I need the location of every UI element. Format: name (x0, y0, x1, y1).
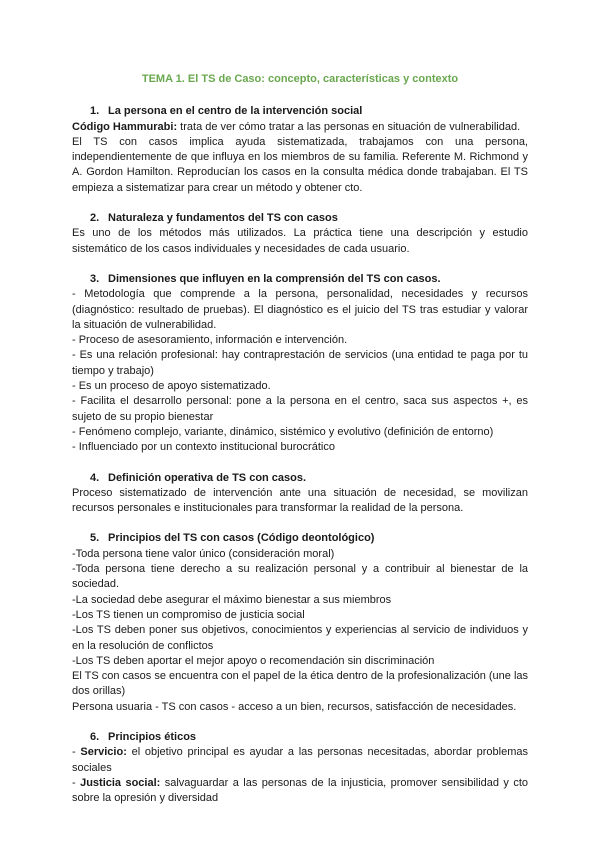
section-3 (72, 272, 528, 456)
list-item: -La sociedad debe asegurar el máximo bienestar a sus miembros (72, 593, 392, 606)
document-title: TEMA 1. El TS de Caso: concepto, características y contexto (141, 73, 459, 85)
paragraph: El TS con casos se encuentra con el papel de la ética dentro de la profesionalización (une las dos orillas) (72, 670, 528, 698)
section-5 (72, 531, 528, 715)
section-6 (72, 730, 528, 806)
paragraph: Es uno de los métodos más utilizados. La práctica tiene una descripción y estudio sistemático de los casos individuales y necesidades de cada usuario. (72, 227, 528, 255)
paragraph: Código Hammurabi: trata de ver cómo tratar a las personas en situación de vulnerabilidad. (72, 120, 521, 133)
list-item: - Influenciado por un contexto institucional burocrático (72, 441, 335, 454)
section-heading: 2. Naturaleza y fundamentos del TS con casos (90, 212, 338, 225)
list-item: - Justicia social: salvaguardar a las personas de la injusticia, promover sensibilidad y cto sobre la opresión y diversidad (72, 776, 528, 805)
list-item: -Los TS deben poner sus objetivos, conocimientos y experiencias al servicio de individuos y en la resolución de conflictos (72, 624, 528, 652)
list-item: - Metodología que comprende a la persona, personalidad, necesidades y recursos (diagnóstico: resultado de pruebas). El diagnóstico es el juicio del TS tras estudiar y valorar la situación de vulnerabilidad. (72, 288, 528, 331)
section-2 (72, 211, 528, 257)
list-item: - Es un proceso de apoyo sistematizado. (72, 380, 271, 393)
list-item: -Los TS tienen un compromiso de justicia social (72, 608, 305, 621)
section-heading: 4. Definición operativa de TS con casos. (90, 471, 307, 484)
list-item: - Proceso de asesoramiento, información e intervención. (72, 334, 348, 347)
section-1 (72, 104, 528, 196)
paragraph: El TS con casos implica ayuda sistematizada, trabajamos con una persona, independientemente de que influya en los miembros de su familia. Referente M. Richmond y A. Gordon Hamilton. Reproducían los casos en la consulta médica donde trabajaban. El TS empieza a sistematizar para crear un método y obtener cto. (72, 135, 528, 194)
section-4 (72, 471, 528, 517)
list-item: - Servicio: el objetivo principal es ayudar a las personas necesitadas, abordar problemas sociales (72, 746, 528, 774)
list-item: -Toda persona tiene valor único (consideración moral) (72, 547, 335, 560)
paragraph: Persona usuaria - TS con casos - acceso a un bien, recursos, satisfacción de necesidades. (72, 700, 517, 713)
section-heading: 6. Principios éticos (90, 730, 197, 743)
list-item: - Es una relación profesional: hay contraprestación de servicios (una entidad te paga por tu tiempo y trabajo) (72, 349, 528, 377)
list-item: -Los TS deben aportar el mejor apoyo o recomendación sin discriminación (72, 654, 435, 667)
section-heading: 1. La persona en el centro de la intervención social (90, 105, 363, 118)
paragraph: Proceso sistematizado de intervención ante una situación de necesidad, se movilizan recursos personales e institucionales para transformar la realidad de la persona. (72, 486, 528, 515)
list-item: - Facilita el desarrollo personal: pone a la persona en el centro, saca sus aspectos +, es sujeto de su propio bienestar (72, 395, 528, 423)
list-item: -Toda persona tiene derecho a su realización personal y a contribuir al bienestar de la sociedad. (72, 563, 528, 591)
section-heading: 3. Dimensiones que influyen en la comprensión del TS con casos. (90, 272, 441, 285)
section-heading: 5. Principios del TS con casos (Código deontológico) (90, 532, 375, 545)
list-item: - Fenómeno complejo, variante, dinámico, sistémico y evolutivo (definición de entorno) (72, 425, 494, 438)
